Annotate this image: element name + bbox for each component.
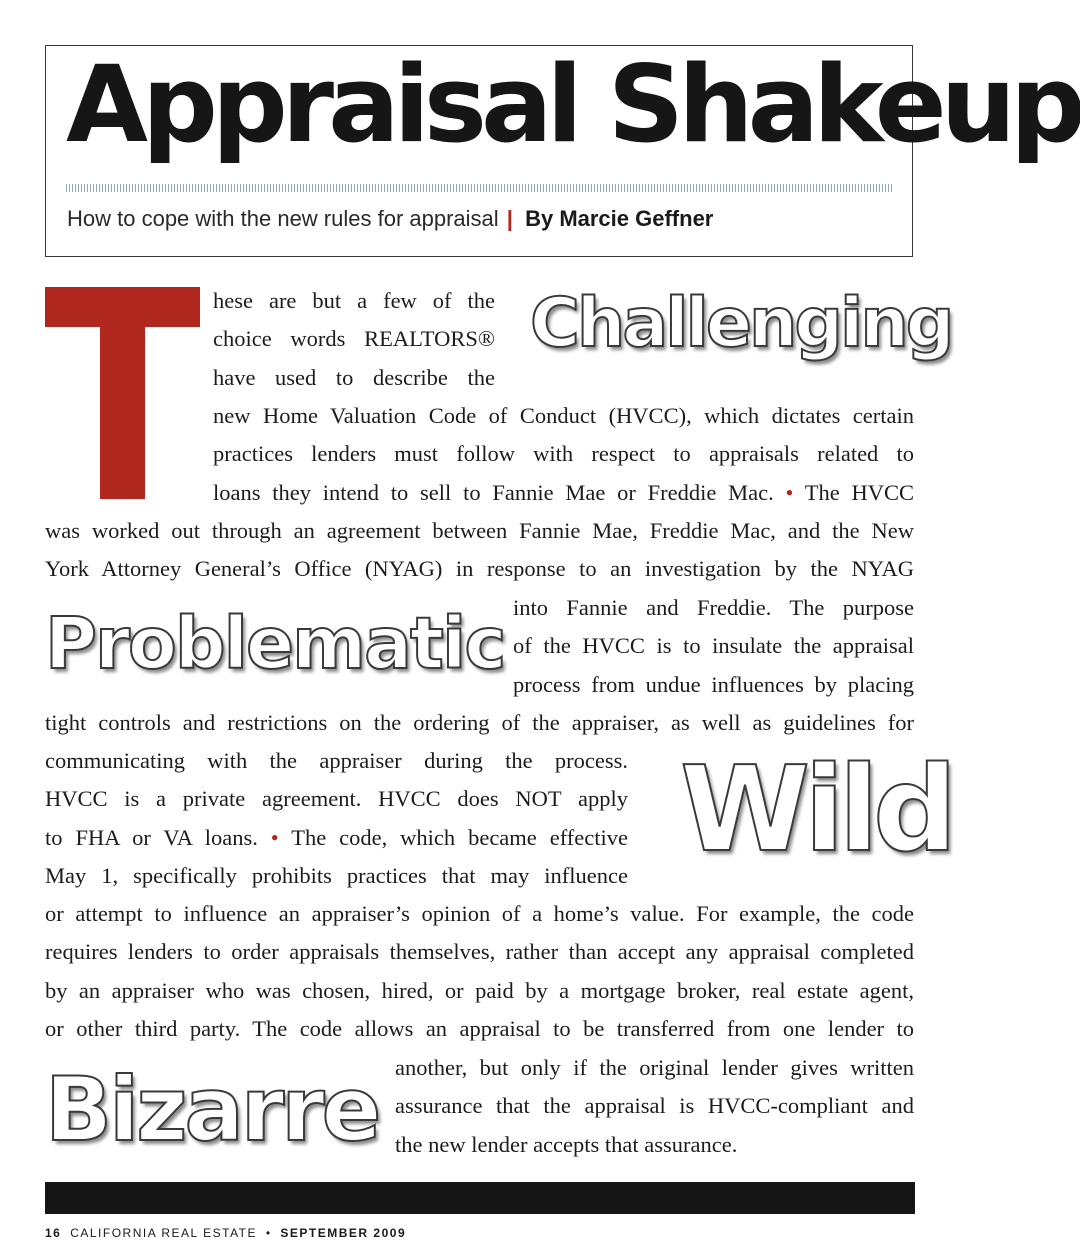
text-line: HVCC is a private agreement. HVCC does NOT apply: [45, 786, 628, 812]
folio-separator: •: [265, 1226, 272, 1240]
deco-word-problematic: Problematic: [45, 602, 505, 685]
text-line: the new lender accepts that assurance.: [395, 1131, 738, 1157]
publication-name: CALIFORNIA REAL ESTATE: [70, 1226, 258, 1240]
text-line: process from undue influences by placing: [513, 671, 914, 697]
body-block-4: [513, 589, 914, 704]
text-line: or attempt to influence an appraiser’s opinion of a home’s value. For example, the code: [45, 901, 914, 926]
text-line: by an appraiser who was chosen, hired, or paid by a mortgage broker, real estate agent,: [45, 977, 914, 1003]
text-line: [45, 819, 628, 857]
text-fragment: The HVCC: [804, 479, 915, 505]
text-line: have used to describe the: [213, 364, 495, 390]
article-deck: [67, 206, 713, 232]
body-block-2: [213, 397, 914, 512]
bullet-separator: •: [785, 479, 794, 505]
body-block-7: [45, 895, 914, 1048]
text-line: was worked out through an agreement between Fannie Mae, Freddie Mac, and the New: [45, 518, 914, 543]
text-line: York Attorney General’s Office (NYAG) in response to an investigation by the NYAG: [45, 556, 914, 582]
article-subtitle: How to cope with the new rules for appraisal: [67, 206, 499, 231]
page-folio: [45, 1226, 406, 1240]
text-line: another, but only if the original lender gives written: [395, 1055, 914, 1080]
page-number: 16: [45, 1226, 62, 1240]
text-fragment: The code, which became effective: [291, 824, 628, 850]
article-byline: By Marcie Geffner: [525, 206, 714, 231]
text-line: [213, 474, 914, 512]
issue-date: SEPTEMBER 2009: [280, 1226, 407, 1240]
text-line: tight controls and restrictions on the ordering of the appraiser, as well as guidelines for: [45, 710, 914, 735]
body-block-6: [45, 742, 628, 895]
body-block-8: [395, 1049, 914, 1164]
bullet-separator: •: [270, 824, 279, 850]
text-line: May 1, specifically prohibits practices that may influence: [45, 862, 628, 888]
body-block-5: [45, 704, 914, 742]
text-line: new Home Valuation Code of Conduct (HVCC), which dictates certain: [213, 403, 914, 428]
text-fragment: loans they intend to sell to Fannie Mae or Freddie Mac.: [213, 479, 774, 505]
hatched-rule: [66, 184, 892, 192]
text-line: communicating with the appraiser during the process.: [45, 748, 628, 773]
deco-word-wild: Wild: [680, 740, 952, 878]
text-line: choice words REALTORS®: [213, 326, 495, 352]
deco-word-challenging: Challenging: [530, 284, 952, 363]
text-line: hese are but a few of the: [213, 288, 495, 313]
text-line: practices lenders must follow with respect to appraisals related to: [213, 441, 914, 467]
drop-cap-t: [45, 287, 200, 499]
text-line: requires lenders to order appraisals themselves, rather than accept any appraisal completed: [45, 939, 914, 965]
text-line: into Fannie and Freddie. The purpose: [513, 595, 914, 620]
footer-bar: [45, 1182, 915, 1214]
text-line: or other third party. The code allows an appraisal to be transferred from one lender to: [45, 1015, 914, 1041]
text-line: assurance that the appraisal is HVCC-compliant and: [395, 1093, 914, 1119]
article-title: Appraisal Shakeup: [66, 43, 1080, 166]
body-block-3: [45, 512, 914, 589]
text-fragment: to FHA or VA loans.: [45, 824, 258, 850]
text-line: of the HVCC is to insulate the appraisal: [513, 633, 914, 659]
body-block-1: [213, 282, 495, 397]
article-header: [45, 43, 1080, 257]
deco-word-bizarre: Bizarre: [45, 1058, 379, 1161]
byline-separator: |: [506, 206, 513, 231]
